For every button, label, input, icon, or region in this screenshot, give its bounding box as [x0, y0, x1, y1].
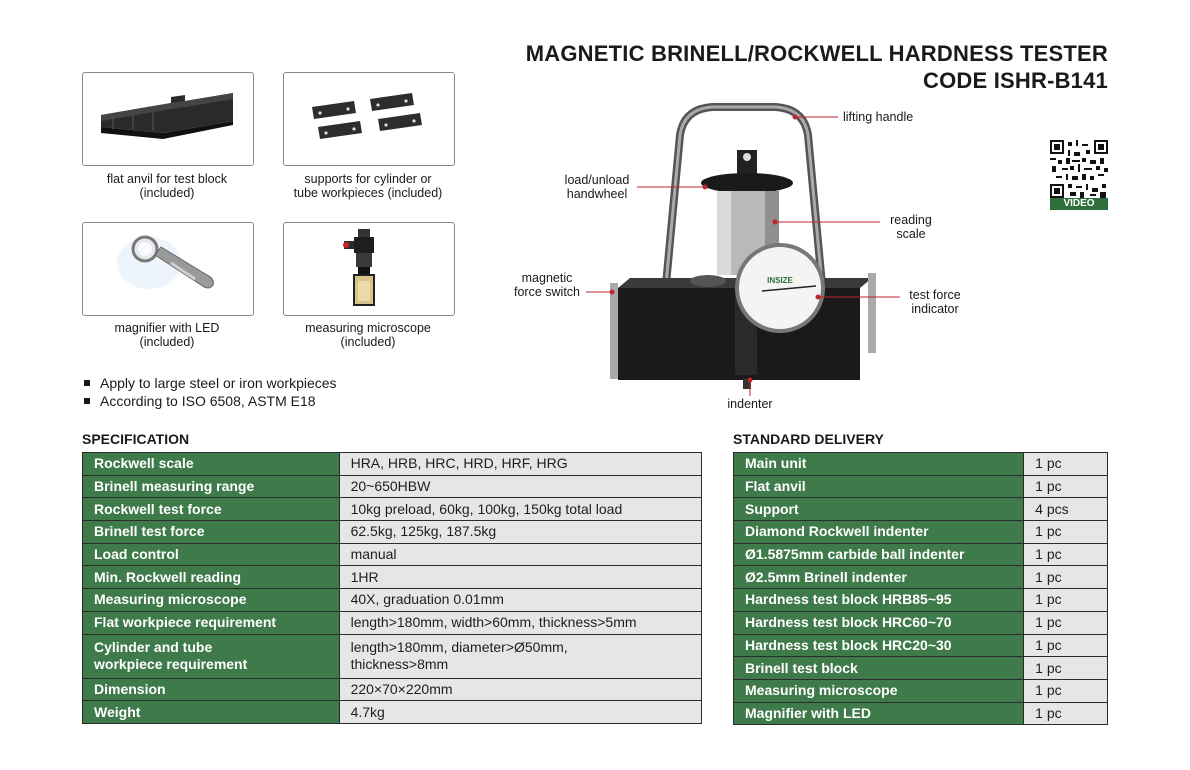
caption-line: (included)	[139, 186, 195, 200]
caption-line: supports for cylinder or	[304, 172, 432, 186]
table-row	[734, 657, 1108, 680]
spec-key	[83, 634, 340, 678]
label-text: indicator	[911, 302, 959, 316]
table-row	[83, 611, 702, 634]
delivery-qty: 1 pc	[1024, 702, 1108, 725]
table-row	[83, 453, 702, 476]
delivery-item: Magnifier with LED	[734, 702, 1024, 725]
spec-value: 10kg preload, 60kg, 100kg, 150kg total load	[339, 498, 701, 521]
delivery-item: Diamond Rockwell indenter	[734, 521, 1024, 544]
table-row	[83, 589, 702, 612]
label-text: scale	[896, 227, 926, 241]
table-row	[734, 611, 1108, 634]
table-row	[83, 634, 702, 678]
caption-line: (included)	[139, 335, 195, 349]
delivery-qty: 1 pc	[1024, 634, 1108, 657]
qr-code-icon[interactable]	[1050, 140, 1108, 198]
spec-key: Measuring microscope	[83, 589, 340, 612]
spec-value-line: thickness>8mm	[350, 656, 449, 672]
title-line-2: CODE ISHR-B141	[923, 68, 1108, 93]
table-row	[734, 566, 1108, 589]
reading-scale-label	[873, 213, 949, 241]
label-text: test force	[909, 288, 961, 302]
delivery-item: Brinell test block	[734, 657, 1024, 680]
caption-line: tube workpieces (included)	[293, 186, 443, 200]
spec-value	[339, 634, 701, 678]
handwheel-label	[552, 173, 642, 201]
spec-value: manual	[339, 543, 701, 566]
feature-text: According to ISO 6508, ASTM E18	[100, 393, 316, 409]
caption-line: (included)	[340, 335, 396, 349]
spec-key: Brinell measuring range	[83, 475, 340, 498]
feature-text: Apply to large steel or iron workpieces	[100, 375, 337, 391]
spec-value-line: length>180mm, diameter>Ø50mm,	[350, 639, 568, 655]
label-text: lifting handle	[843, 110, 914, 124]
label-text: magnetic	[521, 271, 573, 285]
video-badge[interactable]: VIDEO	[1050, 198, 1108, 210]
table-row	[734, 475, 1108, 498]
delivery-qty: 1 pc	[1024, 475, 1108, 498]
label-text: indenter	[727, 397, 773, 411]
standard-delivery-title: STANDARD DELIVERY	[733, 431, 884, 447]
table-row	[83, 475, 702, 498]
test-force-indicator-label	[895, 288, 975, 316]
delivery-item: Main unit	[734, 453, 1024, 476]
standard-delivery-table	[733, 452, 1108, 725]
lifting-handle-label	[843, 110, 913, 124]
label-text: handwheel	[566, 187, 628, 201]
delivery-item: Hardness test block HRB85~95	[734, 589, 1024, 612]
table-row	[83, 543, 702, 566]
spec-key: Rockwell scale	[83, 453, 340, 476]
specification-table	[82, 452, 702, 724]
spec-key: Dimension	[83, 678, 340, 701]
table-row	[734, 634, 1108, 657]
table-row	[734, 679, 1108, 702]
delivery-qty: 4 pcs	[1024, 498, 1108, 521]
table-row	[734, 702, 1108, 725]
caption-line: flat anvil for test block	[106, 172, 228, 186]
spec-value: 1HR	[339, 566, 701, 589]
label-text: force switch	[514, 285, 580, 299]
spec-value: length>180mm, width>60mm, thickness>5mm	[339, 611, 701, 634]
spec-key: Brinell test force	[83, 521, 340, 544]
delivery-item: Hardness test block HRC20~30	[734, 634, 1024, 657]
spec-value: 40X, graduation 0.01mm	[339, 589, 701, 612]
delivery-item: Measuring microscope	[734, 679, 1024, 702]
delivery-qty: 1 pc	[1024, 589, 1108, 612]
specification-title: SPECIFICATION	[82, 431, 190, 447]
delivery-item: Flat anvil	[734, 475, 1024, 498]
spec-value: 62.5kg, 125kg, 187.5kg	[339, 521, 701, 544]
caption-line: magnifier with LED	[114, 321, 220, 335]
spec-value: HRA, HRB, HRC, HRD, HRF, HRG	[339, 453, 701, 476]
title-line-1: MAGNETIC BRINELL/ROCKWELL HARDNESS TESTER	[525, 41, 1108, 66]
spec-key: Weight	[83, 701, 340, 724]
delivery-qty: 1 pc	[1024, 453, 1108, 476]
spec-key-line: workpiece requirement	[94, 656, 248, 672]
brand-text: INSIZE	[767, 276, 793, 285]
spec-value: 4.7kg	[339, 701, 701, 724]
spec-key: Load control	[83, 543, 340, 566]
table-row	[734, 589, 1108, 612]
delivery-item: Ø1.5875mm carbide ball indenter	[734, 543, 1024, 566]
table-row	[734, 543, 1108, 566]
table-row	[83, 701, 702, 724]
delivery-qty: 1 pc	[1024, 657, 1108, 680]
delivery-item: Support	[734, 498, 1024, 521]
spec-key: Min. Rockwell reading	[83, 566, 340, 589]
caption-line: measuring microscope	[305, 321, 431, 335]
label-text: load/unload	[564, 173, 630, 187]
delivery-qty: 1 pc	[1024, 521, 1108, 544]
table-row	[734, 453, 1108, 476]
spec-value: 220×70×220mm	[339, 678, 701, 701]
magnetic-switch-label	[502, 271, 592, 299]
table-row	[734, 521, 1108, 544]
delivery-qty: 1 pc	[1024, 611, 1108, 634]
delivery-item: Ø2.5mm Brinell indenter	[734, 566, 1024, 589]
table-row	[83, 498, 702, 521]
spec-key: Flat workpiece requirement	[83, 611, 340, 634]
table-row	[83, 678, 702, 701]
table-row	[83, 566, 702, 589]
table-row	[734, 498, 1108, 521]
spec-key: Rockwell test force	[83, 498, 340, 521]
label-text: reading	[890, 213, 932, 227]
indenter-label	[720, 397, 780, 411]
delivery-qty: 1 pc	[1024, 679, 1108, 702]
table-row	[83, 521, 702, 544]
spec-value: 20~650HBW	[339, 475, 701, 498]
delivery-qty: 1 pc	[1024, 543, 1108, 566]
delivery-qty: 1 pc	[1024, 566, 1108, 589]
delivery-item: Hardness test block HRC60~70	[734, 611, 1024, 634]
spec-key-line: Cylinder and tube	[94, 639, 213, 655]
